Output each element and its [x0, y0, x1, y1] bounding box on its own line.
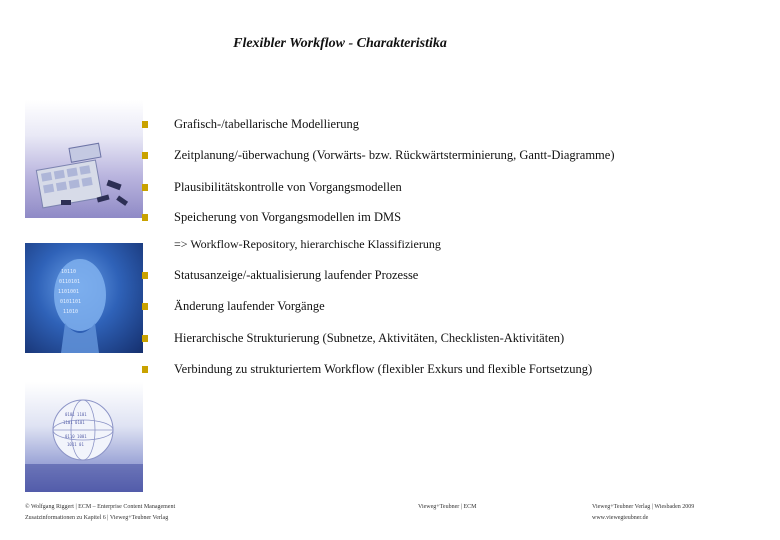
footer-right [592, 502, 694, 524]
svg-text:0110101: 0110101 [59, 279, 81, 285]
data-globe-image [25, 382, 143, 492]
footer-info: Zusatzinformationen zu Kapitel 6 | Vieweg+Teubner Verlag [25, 515, 169, 521]
bullet-icon [142, 303, 148, 310]
svg-text:10110: 10110 [61, 269, 77, 275]
bullet-icon [142, 335, 148, 342]
bullet-icon [142, 366, 148, 373]
bullet-icon [142, 121, 148, 128]
digital-head-image [25, 243, 143, 353]
svg-text:0110 1001: 0110 1001 [65, 434, 87, 439]
sub-note: => Workflow-Repository, hierarchische Klassifizierung [174, 237, 441, 251]
bullet-icon [142, 214, 148, 221]
footer-left [25, 502, 175, 524]
bullet-icon [142, 272, 148, 279]
footer-center: Vieweg+Teubner | ECM [418, 504, 477, 510]
keyboard-chips-image [25, 100, 143, 218]
svg-text:0101101: 0101101 [60, 299, 82, 305]
bullet-icon [142, 184, 148, 191]
svg-text:1101 0101: 1101 0101 [63, 420, 85, 425]
bullet-icon [142, 152, 148, 159]
svg-text:1011 01: 1011 01 [67, 442, 84, 447]
footer-publisher: Vieweg+Teubner Verlag | Wiesbaden 2009 [592, 504, 695, 510]
slide-title: Flexibler Workflow - Charakteristika [233, 36, 447, 51]
svg-text:11010: 11010 [63, 309, 79, 315]
footer-copyright: © Wolfgang Riggert | ECM – Enterprise Content Management [25, 504, 176, 510]
svg-text:1101001: 1101001 [58, 289, 80, 295]
svg-text:0101 1101: 0101 1101 [65, 412, 87, 417]
footer-website: www.viewegteubner.de [592, 515, 649, 521]
